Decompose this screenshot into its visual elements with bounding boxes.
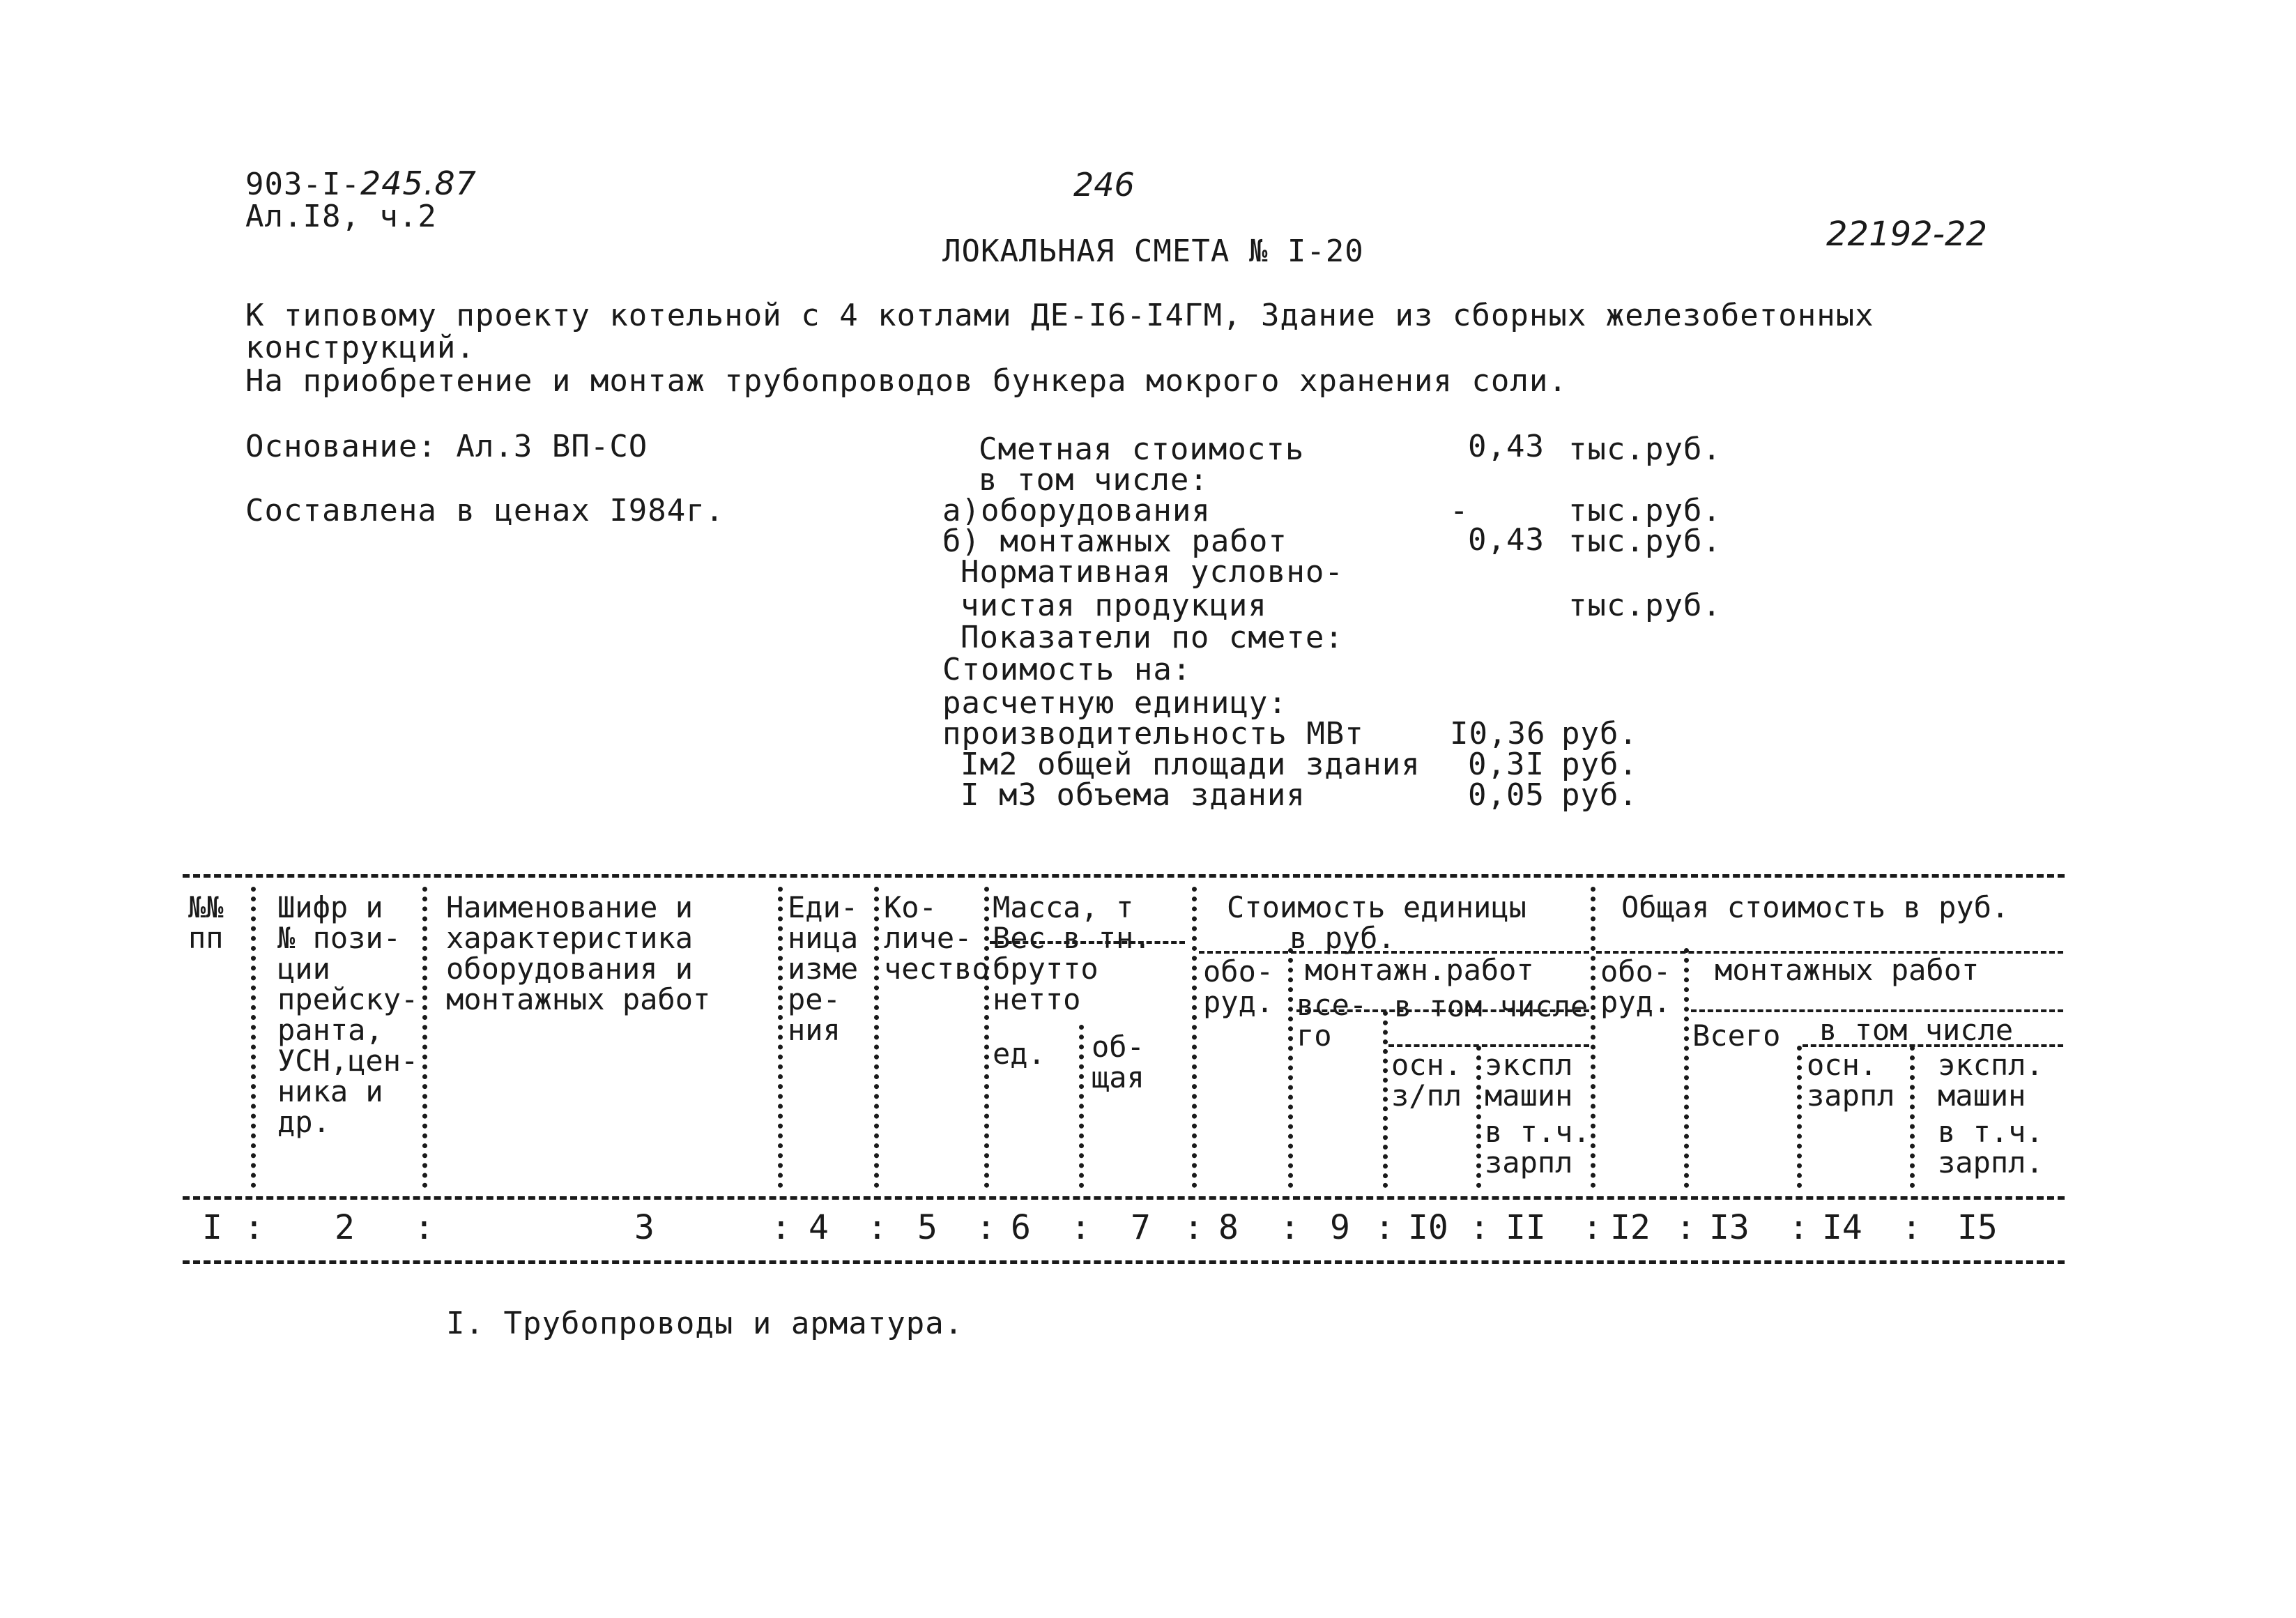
incl-rule bbox=[1388, 1044, 1589, 1047]
column-number: 3 bbox=[634, 1208, 655, 1247]
col-separator bbox=[1079, 1025, 1084, 1188]
separator-colon: : bbox=[1901, 1208, 1922, 1247]
total-cost-header: Общая стоимость в руб. bbox=[1621, 890, 2010, 924]
unit-cost-header: Стоимость единицы в руб. bbox=[1227, 890, 1526, 955]
summary-unit: тыс.руб. bbox=[1568, 588, 1722, 623]
column-number: 8 bbox=[1218, 1208, 1239, 1247]
summary-unit: руб. bbox=[1561, 777, 1638, 813]
install-total-header: монтажных работ bbox=[1715, 953, 1980, 987]
install-header: монтажн.работ bbox=[1305, 953, 1534, 987]
page-title: ЛОКАЛЬНАЯ СМЕТА № I-20 bbox=[942, 234, 1364, 269]
separator-colon: : bbox=[1375, 1208, 1395, 1247]
col14-header: осн. зарпл bbox=[1807, 1048, 1895, 1113]
summary-label: а)оборудования bbox=[942, 493, 1211, 528]
column-number: I0 bbox=[1408, 1208, 1448, 1247]
summary-value: I0,36 bbox=[1450, 716, 1546, 751]
col8-header: обо- руд. bbox=[1203, 954, 1274, 1019]
basis-text: Основание: Ал.3 ВП-СО bbox=[245, 429, 648, 464]
table-bottom-rule bbox=[183, 1260, 2065, 1264]
col-separator bbox=[1797, 1046, 1802, 1188]
separator-colon: : bbox=[1071, 1208, 1091, 1247]
separator-colon: : bbox=[1184, 1208, 1204, 1247]
col-separator bbox=[422, 887, 427, 1188]
summary-unit: тыс.руб. bbox=[1568, 432, 1722, 467]
summary-label: Стоимость на: bbox=[942, 652, 1192, 687]
summary-value: 0,43 bbox=[1468, 429, 1545, 464]
separator-colon: : bbox=[976, 1208, 996, 1247]
col12-header: обо- руд. bbox=[1600, 954, 1671, 1019]
col6-header: Масса, т Вес в тн. брутто нетто bbox=[993, 890, 1151, 1016]
column-number: I4 bbox=[1822, 1208, 1862, 1247]
summary-label: б) монтажных работ bbox=[942, 524, 1287, 559]
separator-colon: : bbox=[771, 1208, 791, 1247]
col5-header: Ко- личе- чество bbox=[884, 890, 990, 986]
col9-header: все- го bbox=[1296, 988, 1368, 1053]
intro-line-2: конструкций. bbox=[245, 330, 475, 365]
summary-label: расчетную единицу: bbox=[942, 685, 1287, 721]
col1-header: №№ пп bbox=[188, 890, 224, 955]
col-separator bbox=[1591, 887, 1595, 1188]
summary-label: Сметная стоимость bbox=[979, 432, 1305, 467]
col-separator bbox=[1684, 948, 1689, 1188]
table-top-rule bbox=[183, 874, 2065, 878]
col13-header: Всего bbox=[1692, 1018, 1781, 1053]
col6-unit-header: ед. bbox=[993, 1037, 1046, 1071]
summary-unit: руб. bbox=[1561, 716, 1638, 751]
summary-label: производительность МВт bbox=[942, 716, 1364, 751]
summary-label: I м3 объема здания bbox=[961, 777, 1306, 813]
separator-colon: : bbox=[867, 1208, 887, 1247]
separator-colon: : bbox=[414, 1208, 434, 1247]
col-separator bbox=[778, 887, 783, 1188]
col15-header: экспл. машин в т.ч. зарпл. bbox=[1938, 1048, 2044, 1180]
incl-header: в том числе bbox=[1394, 989, 1589, 1023]
table-header-rule bbox=[183, 1196, 2065, 1200]
summary-unit: руб. bbox=[1561, 747, 1638, 782]
column-number: 5 bbox=[917, 1208, 937, 1247]
separator-colon: : bbox=[1280, 1208, 1300, 1247]
album-label: Ал.I8, ч.2 bbox=[245, 199, 437, 234]
col-separator bbox=[1383, 1011, 1388, 1188]
summary-unit: тыс.руб. bbox=[1568, 524, 1722, 559]
column-number: I5 bbox=[1957, 1208, 1998, 1247]
summary-label: Показатели по смете: bbox=[961, 620, 1344, 655]
separator-colon: : bbox=[1469, 1208, 1490, 1247]
separator-colon: : bbox=[1582, 1208, 1602, 1247]
col4-header: Еди- ница изме ре- ния bbox=[788, 890, 859, 1047]
col-separator bbox=[1910, 1046, 1915, 1188]
summary-value: - bbox=[1450, 493, 1469, 528]
summary-label: Iм2 общей площади здания bbox=[961, 747, 1421, 782]
column-number: 7 bbox=[1131, 1208, 1151, 1247]
prices-text: Составлена в ценах I984г. bbox=[245, 493, 725, 528]
col7-header: об- щая bbox=[1092, 1030, 1145, 1094]
col10-header: осн. з/пл bbox=[1391, 1048, 1462, 1113]
col3-header: Наименование и характеристика оборудования и монтажных работ bbox=[446, 890, 711, 1016]
doc-code bbox=[245, 167, 477, 201]
column-number: 9 bbox=[1330, 1208, 1350, 1247]
col-separator bbox=[1288, 948, 1293, 1188]
separator-colon: : bbox=[244, 1208, 264, 1247]
doc-code-typed: 903-I- bbox=[245, 167, 360, 202]
column-number: 6 bbox=[1011, 1208, 1031, 1247]
incl-total-header: в том числе bbox=[1819, 1013, 2014, 1047]
col-separator bbox=[1192, 887, 1197, 1188]
summary-label: в том числе: bbox=[979, 462, 1209, 498]
column-number: I2 bbox=[1610, 1208, 1651, 1247]
column-number: 4 bbox=[809, 1208, 829, 1247]
summary-value: 0,3I bbox=[1468, 747, 1545, 782]
install-total-rule bbox=[1691, 1009, 2063, 1012]
intro-line-1: К типовому проекту котельной с 4 котлами ДЕ-I6-I4ГМ, Здание из сборных железобетонных bbox=[245, 298, 1874, 333]
summary-value: 0,05 bbox=[1468, 777, 1545, 813]
column-number: I3 bbox=[1709, 1208, 1750, 1247]
registration-number: 22192-22 bbox=[1826, 215, 1988, 254]
col-separator bbox=[251, 887, 256, 1188]
column-number: I bbox=[202, 1208, 222, 1247]
col11-header: экспл машин в т.ч. зарпл bbox=[1485, 1048, 1591, 1180]
col2-header: Шифр и № пози- ции прейску- ранта, УСН,цен- ника и др. bbox=[277, 890, 419, 1139]
intro-line-3: На приобретение и монтаж трубопроводов бункера мокрого хранения соли. bbox=[245, 363, 1568, 399]
summary-label: Нормативная условно- bbox=[961, 554, 1344, 590]
page-number: 246 bbox=[1073, 166, 1135, 204]
doc-code-handwritten: 245.87 bbox=[360, 165, 477, 202]
separator-colon: : bbox=[1789, 1208, 1809, 1247]
col-separator bbox=[874, 887, 879, 1188]
col-separator bbox=[1476, 1046, 1481, 1188]
summary-label: чистая продукция bbox=[961, 588, 1267, 623]
section-title: I. Трубопроводы и арматура. bbox=[446, 1306, 964, 1341]
summary-value: 0,43 bbox=[1468, 522, 1545, 558]
separator-colon: : bbox=[1676, 1208, 1696, 1247]
column-number: II bbox=[1506, 1208, 1546, 1247]
column-number: 2 bbox=[335, 1208, 355, 1247]
summary-unit: тыс.руб. bbox=[1568, 493, 1722, 528]
